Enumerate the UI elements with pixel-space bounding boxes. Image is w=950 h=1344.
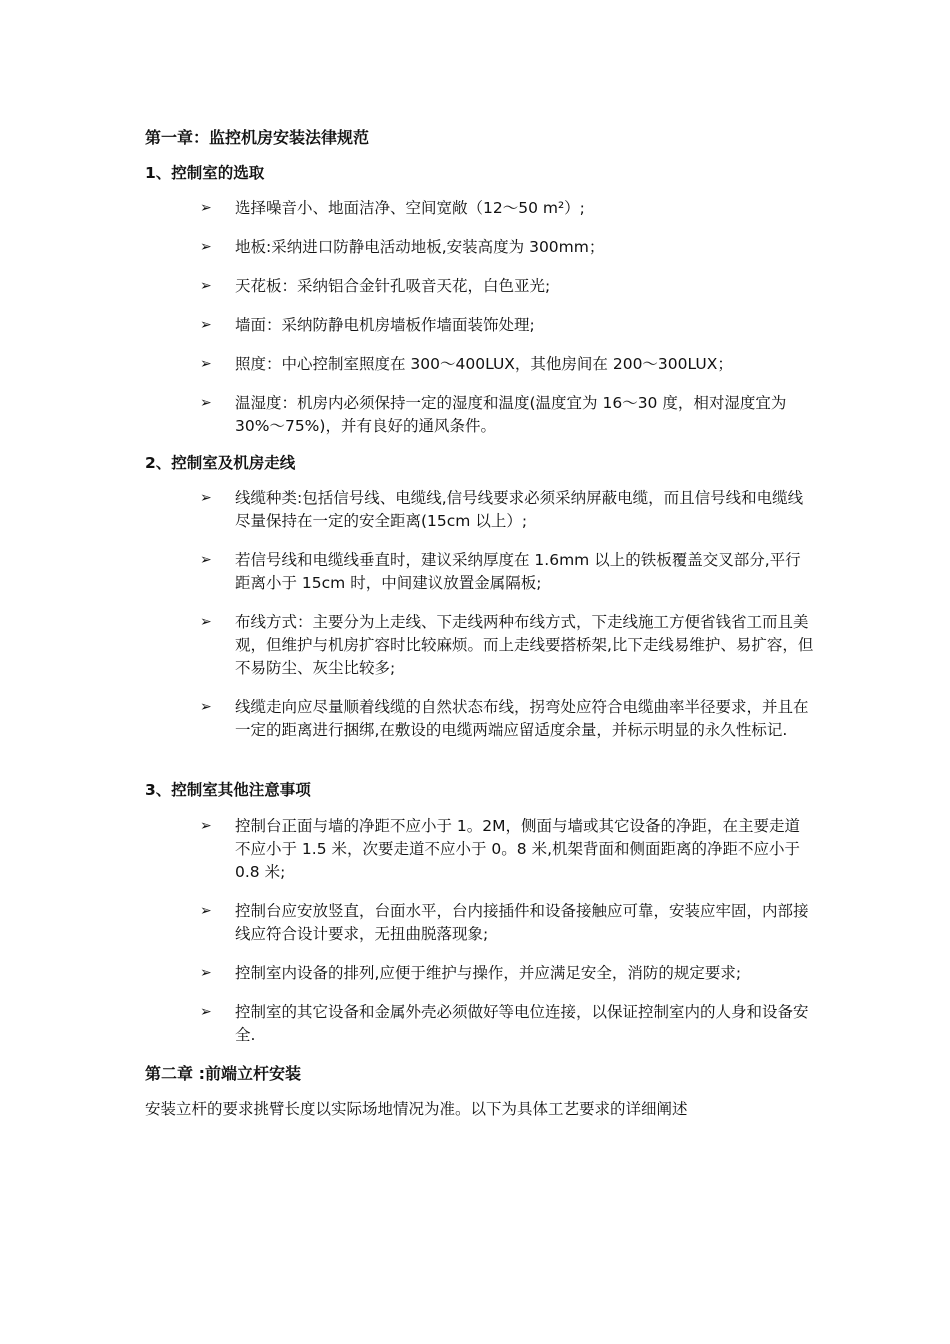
arrow-bullet-icon: ➢ xyxy=(200,317,212,333)
list-item-text: 墙面：采纳防静电机房墙板作墙面装饰处理; xyxy=(235,316,535,334)
arrow-bullet-icon: ➢ xyxy=(200,1004,212,1020)
chapter-2-intro: 安装立杆的要求挑臂长度以实际场地情况为准。以下为具体工艺要求的详细阐述 xyxy=(145,1100,688,1118)
arrow-bullet-icon: ➢ xyxy=(200,239,212,255)
chapter-1-title: 第一章：监控机房安装法律规范 xyxy=(145,128,370,147)
section-1-title: 1、控制室的选取 xyxy=(145,164,265,182)
list-item-text: 布线方式：主要分为上走线、下走线两种布线方式，下走线施工方便省钱省工而且美观，但维护与机房扩容时比较麻烦。而上走线要搭桥架,比下走线易维护、易扩容，但不易防尘、灰尘比较多; xyxy=(235,613,814,677)
list-item-text: 温湿度：机房内必须保持一定的湿度和温度(温度宜为 16～30 度，相对湿度宜为 30%～75%)，并有良好的通风条件。 xyxy=(235,394,787,435)
list-item-text: 若信号线和电缆线垂直时，建议采纳厚度在 1.6mm 以上的铁板覆盖交叉部分,平行距离小于 15cm 时，中间建议放置金属隔板; xyxy=(235,551,801,592)
list-item-text: 天花板：采纳铝合金针孔吸音天花，白色亚光; xyxy=(235,277,551,295)
list-item-text: 控制台应安放竖直，台面水平，台内接插件和设备接触应可靠，安装应牢固，内部接线应符合设计要求，无扭曲脱落现象; xyxy=(235,902,809,943)
list-item-text: 线缆种类:包括信号线、电缆线,信号线要求必须采纳屏蔽电缆，而且信号线和电缆线尽量保持在一定的安全距离(15cm 以上）; xyxy=(235,489,804,530)
arrow-bullet-icon: ➢ xyxy=(200,818,212,834)
arrow-bullet-icon: ➢ xyxy=(200,903,212,919)
list-item-text: 控制室的其它设备和金属外壳必须做好等电位连接，以保证控制室内的人身和设备安全. xyxy=(235,1003,809,1044)
arrow-bullet-icon: ➢ xyxy=(200,699,212,715)
section-3-title: 3、控制室其他注意事项 xyxy=(145,781,311,799)
section-2-title: 2、控制室及机房走线 xyxy=(145,454,296,472)
arrow-bullet-icon: ➢ xyxy=(200,278,212,294)
list-item-text: 控制台正面与墙的净距不应小于 1。2M，侧面与墙或其它设备的净距，在主要走道不应小于 1.5 米，次要走道不应小于 0。8 米,机架背面和侧面距离的净距不应小于 0.8 米; xyxy=(235,817,801,881)
list-item-text: 控制室内设备的排列,应便于维护与操作，并应满足安全，消防的规定要求; xyxy=(235,964,742,982)
list-item-text: 照度：中心控制室照度在 300～400LUX，其他房间在 200～300LUX； xyxy=(235,355,733,373)
arrow-bullet-icon: ➢ xyxy=(200,552,212,568)
list-item-text: 线缆走向应尽量顺着线缆的自然状态布线，拐弯处应符合电缆曲率半径要求，并且在一定的距离进行捆绑,在敷设的电缆两端应留适度余量，并标示明显的永久性标记. xyxy=(235,698,809,739)
arrow-bullet-icon: ➢ xyxy=(200,200,212,216)
chapter-2-title: 第二章 :前端立杆安装 xyxy=(145,1064,301,1083)
arrow-bullet-icon: ➢ xyxy=(200,614,212,630)
list-item-text: 地板:采纳进口防静电活动地板,安装高度为 300mm； xyxy=(235,238,605,256)
arrow-bullet-icon: ➢ xyxy=(200,356,212,372)
list-item-text: 选择噪音小、地面洁净、空间宽敞（12～50 m²）; xyxy=(235,199,585,217)
arrow-bullet-icon: ➢ xyxy=(200,395,212,411)
arrow-bullet-icon: ➢ xyxy=(200,490,212,506)
arrow-bullet-icon: ➢ xyxy=(200,965,212,981)
